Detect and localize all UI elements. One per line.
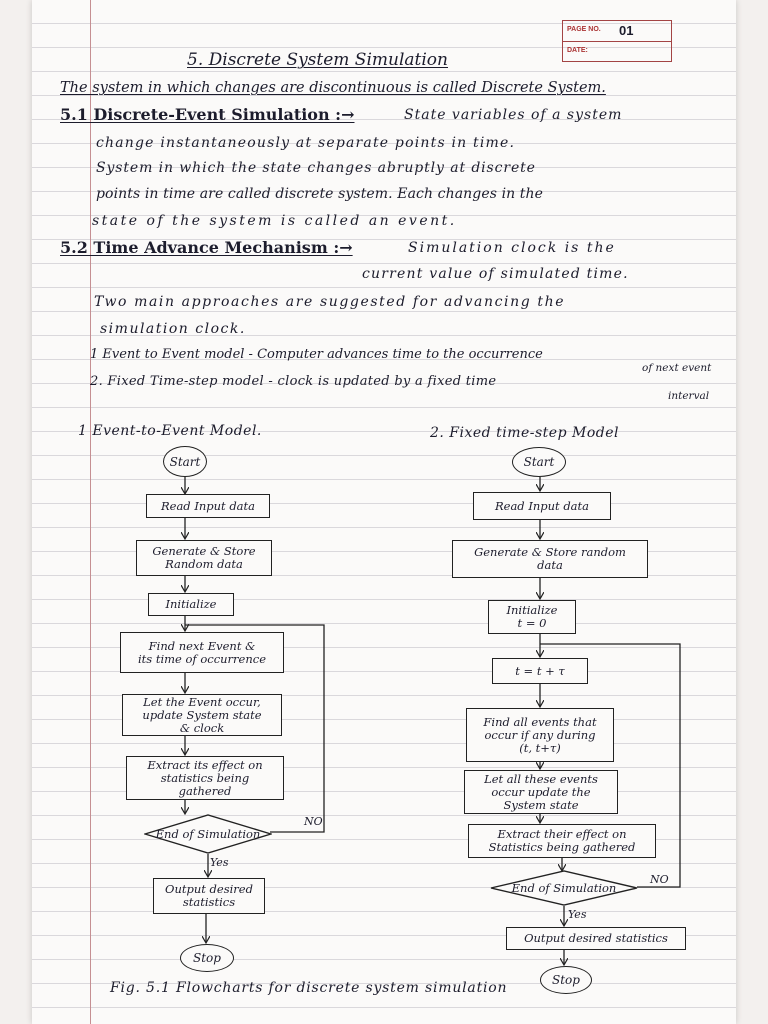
right-read-input-box: Read Input data	[473, 492, 611, 520]
left-generate-store-box: Generate & Store Random data	[136, 540, 272, 576]
left-flowchart-heading: 1 Event-to-Event Model.	[78, 423, 262, 439]
date-label: DATE:	[567, 47, 588, 54]
right-start-terminal: Start	[512, 447, 566, 477]
right-output-box: Output desired statistics	[506, 927, 686, 950]
right-flowchart-heading: 2. Fixed time-step Model	[430, 425, 619, 441]
right-end-decision	[490, 870, 638, 906]
right-stop-terminal: Stop	[540, 966, 592, 994]
left-decision-label: End of Simulation	[155, 827, 261, 841]
section-5-2-line-c: Two main approaches are suggested for advancing the	[94, 294, 566, 310]
left-stop-terminal: Stop	[180, 944, 234, 972]
definition-line: The system in which changes are discontinuous is called Discrete System.	[60, 80, 606, 96]
left-let-event-occur-box: Let the Event occur, update System state & clock	[122, 694, 282, 736]
left-output-box: Output desired statistics	[153, 878, 265, 914]
section-5-1-line-d: points in time are called discrete system. Each changes in the	[96, 186, 544, 202]
right-initialize-box: Initialize t = 0	[488, 600, 576, 634]
right-yes-label: Yes	[568, 908, 587, 921]
left-find-next-event-box: Find next Event & its time of occurrence	[120, 632, 284, 673]
section-5-1-heading: 5.1 Discrete-Event Simulation :→	[60, 105, 355, 124]
approach-item-2: 2. Fixed Time-step model - clock is updated by a fixed time	[90, 374, 497, 389]
section-5-1-line-c: System in which the state changes abruptly at discrete	[96, 160, 536, 176]
section-5-1-line-b: change instantaneously at separate points in time.	[96, 135, 516, 151]
notebook-page	[32, 0, 736, 1024]
right-no-label: NO	[650, 873, 669, 886]
right-time-advance-box: t = t + τ	[492, 658, 588, 684]
left-read-input-box: Read Input data	[146, 494, 270, 518]
page-no-label: PAGE NO.	[567, 26, 601, 33]
right-find-events-box: Find all events that occur if any during (t, t+τ)	[466, 708, 614, 762]
section-5-2-line-b: current value of simulated time.	[362, 266, 629, 282]
left-start-terminal: Start	[163, 446, 207, 477]
right-generate-store-box: Generate & Store random data	[452, 540, 648, 578]
section-5-2-heading: 5.2 Time Advance Mechanism :→	[60, 238, 353, 257]
page-title: 5. Discrete System Simulation	[187, 50, 448, 70]
page-no-value: 01	[619, 23, 634, 38]
right-decision-label: End of Simulation	[511, 881, 617, 895]
figure-caption: Fig. 5.1 Flowcharts for discrete system simulation	[110, 980, 508, 996]
left-initialize-box: Initialize	[148, 593, 234, 616]
right-extract-effect-box: Extract their effect on Statistics being gathered	[468, 824, 656, 858]
approach-item-1-continued: of next event	[642, 362, 712, 374]
approach-item-1: 1 Event to Event model - Computer advances time to the occurrence	[90, 347, 543, 362]
left-extract-effect-box: Extract its effect on statistics being gathered	[126, 756, 284, 800]
section-5-2-line-d: simulation clock.	[100, 321, 246, 337]
section-5-1-line-e: state of the system is called an event.	[92, 213, 457, 229]
left-no-label: NO	[304, 815, 323, 828]
section-5-1-line-a: State variables of a system	[404, 107, 623, 123]
section-5-2-line-a: Simulation clock is the	[408, 240, 616, 256]
left-yes-label: Yes	[210, 856, 229, 869]
approach-item-2-continued: interval	[668, 390, 710, 402]
left-end-decision	[144, 814, 272, 854]
right-let-events-occur-box: Let all these events occur update the System state	[464, 770, 618, 814]
